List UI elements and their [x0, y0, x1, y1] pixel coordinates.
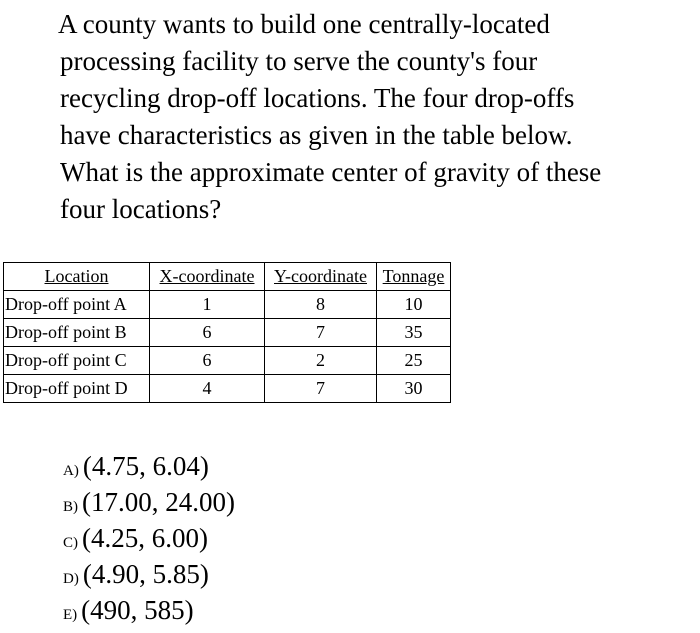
choice-b[interactable]	[63, 484, 235, 520]
cell-tonnage: 25	[377, 347, 451, 375]
cell-y: 7	[265, 375, 377, 403]
choice-letter: D)	[63, 571, 79, 587]
cell-location: Drop-off point A	[4, 291, 150, 319]
choice-d[interactable]	[63, 556, 235, 592]
table-row	[4, 319, 451, 347]
choice-e[interactable]	[63, 592, 235, 628]
table-row	[4, 375, 451, 403]
cell-tonnage: 30	[377, 375, 451, 403]
choice-text: (17.00, 24.00)	[82, 487, 235, 517]
choice-letter: A)	[63, 463, 79, 479]
cell-y: 7	[265, 319, 377, 347]
choice-letter: C)	[63, 535, 78, 551]
answer-choices	[63, 448, 235, 628]
cell-x: 6	[150, 319, 265, 347]
header-x-coordinate: X-coordinate	[150, 263, 265, 291]
header-y-coordinate: Y-coordinate	[265, 263, 377, 291]
question-line: What is the approximate center of gravity of these	[60, 157, 602, 187]
question-line: A county wants to build one centrally-located	[58, 9, 550, 39]
locations-table	[3, 262, 451, 403]
header-location: Location	[4, 263, 150, 291]
header-tonnage: Tonnage	[377, 263, 451, 291]
cell-x: 6	[150, 347, 265, 375]
question-line: have characteristics as given in the table below.	[60, 120, 573, 150]
cell-tonnage: 35	[377, 319, 451, 347]
choice-text: (4.75, 6.04)	[82, 451, 209, 481]
cell-location: Drop-off point B	[4, 319, 150, 347]
table-row	[4, 347, 451, 375]
cell-y: 8	[265, 291, 377, 319]
question-text	[60, 6, 696, 228]
table-header-row	[4, 263, 451, 291]
choice-a[interactable]	[63, 448, 235, 484]
cell-x: 1	[150, 291, 265, 319]
cell-location: Drop-off point D	[4, 375, 150, 403]
cell-tonnage: 10	[377, 291, 451, 319]
choice-c[interactable]	[63, 520, 235, 556]
cell-location: Drop-off point C	[4, 347, 150, 375]
choice-letter: B)	[63, 499, 78, 515]
question-line: recycling drop-off locations. The four drop-offs	[60, 83, 575, 113]
table-row	[4, 291, 451, 319]
choice-text: (4.25, 6.00)	[82, 523, 208, 553]
cell-x: 4	[150, 375, 265, 403]
question-line: processing facility to serve the county's four	[60, 46, 538, 76]
choice-text: (4.90, 5.85)	[82, 559, 209, 589]
cell-y: 2	[265, 347, 377, 375]
choice-letter: E)	[63, 607, 78, 623]
choice-text: (490, 585)	[81, 595, 194, 625]
question-line: four locations?	[60, 194, 222, 224]
